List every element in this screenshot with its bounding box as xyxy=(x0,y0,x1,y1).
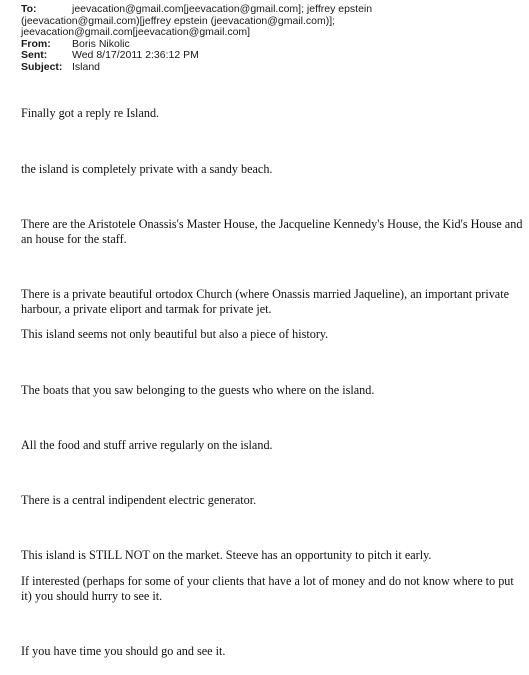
sent-row xyxy=(21,50,526,62)
body-paragraph-11: If you have time you should go and see it. xyxy=(21,644,226,658)
sent-value: Wed 8/17/2011 2:36:12 PM xyxy=(72,49,199,61)
to-recipients-cont-2: jeevacation@gmail.com[jeevacation@gmail.com] xyxy=(21,26,251,38)
body-paragraph-1: Finally got a reply re Island. xyxy=(21,106,160,120)
body-paragraph-6: The boats that you saw belonging to the guests who where on the island. xyxy=(21,383,375,397)
subject-value: Island xyxy=(72,60,101,73)
sent-label: Sent: xyxy=(21,49,48,61)
body-paragraph-10: If interested (perhaps for some of your clients that have a lot of money and do not know where to put it) you should hurry to see it. xyxy=(21,574,514,603)
subject-label: Subject: xyxy=(21,60,63,73)
body-paragraph-3: There are the Aristotele Onassis's Master House, the Jacqueline Kennedy's House, the Kid's House and an house for the staff. xyxy=(21,217,523,246)
to-label: To: xyxy=(21,3,37,15)
to-recipients-cont-1: (jeevacation@gmail.com)[jeffrey epstein (jeevacation@gmail.com)]; xyxy=(21,14,336,27)
from-value: Boris Nikolic xyxy=(72,37,130,50)
body-paragraph-4: There is a private beautiful ortodox Church (where Onassis married Jaqueline), an important private harbour, a private eliport and tarmak for private jet. xyxy=(21,287,510,316)
body-paragraph-8: There is a central indipendent electric generator. xyxy=(21,493,257,507)
email-header xyxy=(21,4,526,73)
from-label: From: xyxy=(21,37,51,50)
to-row xyxy=(21,4,526,16)
subject-row xyxy=(21,62,526,74)
body-paragraph-9: This island is STILL NOT on the market. Steeve has an opportunity to pitch it early. xyxy=(21,548,432,562)
body-paragraph-5: This island seems not only beautiful but also a piece of history. xyxy=(21,327,329,341)
body-paragraph-7: All the food and stuff arrive regularly on the island. xyxy=(21,438,273,452)
to-recipients: jeevacation@gmail.com[jeevacation@gmail.com]; jeffrey epstein xyxy=(72,3,373,15)
body-paragraph-2: the island is completely private with a sandy beach. xyxy=(21,162,273,176)
